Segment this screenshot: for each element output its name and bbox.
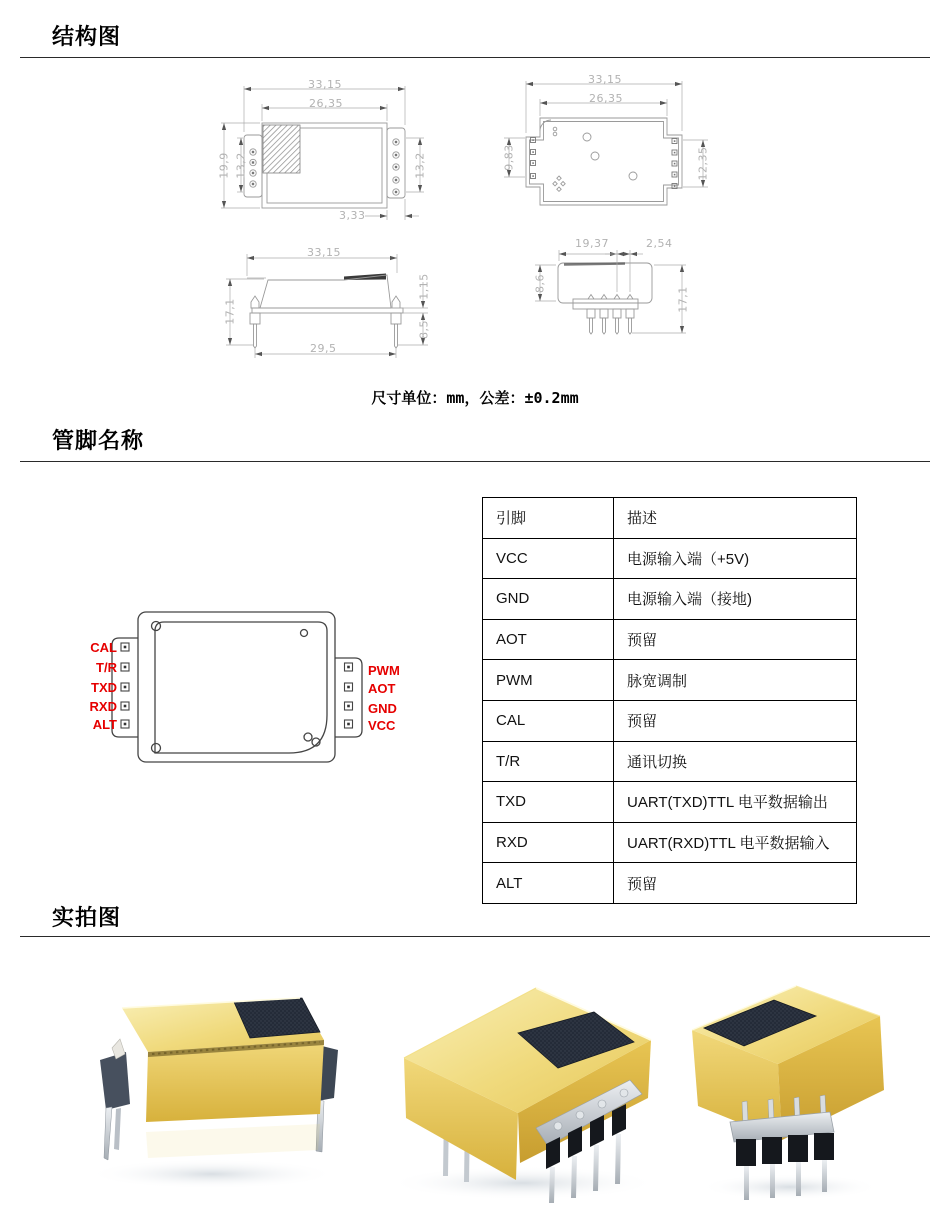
pin-cell: PWM xyxy=(483,660,614,701)
table-row xyxy=(483,660,857,701)
pin-label-cal: CAL xyxy=(90,640,117,655)
pin-table xyxy=(482,497,857,904)
note-unit: mm xyxy=(446,389,465,407)
pcb-outline xyxy=(155,622,327,753)
pin-label-rxd: RXD xyxy=(89,699,117,714)
pin-cell: GND xyxy=(483,579,614,620)
pin-label-aot: AOT xyxy=(368,681,396,696)
pin xyxy=(549,1167,555,1203)
pin-table-body xyxy=(483,498,857,904)
pin xyxy=(615,1134,621,1184)
pin xyxy=(114,1108,121,1150)
pin xyxy=(593,1145,599,1191)
left-pin xyxy=(254,324,257,348)
desc-cell: 电源输入端（接地) xyxy=(614,579,857,620)
table-row xyxy=(483,538,857,579)
dim-label: 17,1 xyxy=(676,286,690,313)
pin-cell: TXD xyxy=(483,782,614,823)
dim-label: 1,15 xyxy=(417,273,431,300)
table-header-desc: 描述 xyxy=(614,498,857,539)
pin xyxy=(104,1107,112,1160)
table-row xyxy=(483,822,857,863)
pin-cell: T/R xyxy=(483,741,614,782)
table-row xyxy=(483,741,857,782)
sensor-mesh-patch xyxy=(234,998,320,1038)
pin-cell: CAL xyxy=(483,700,614,741)
case-outline xyxy=(526,118,682,205)
drawing-front-view xyxy=(210,242,450,367)
side-view-linework xyxy=(525,230,700,350)
section-title-structure: 结构图 xyxy=(52,24,122,49)
dim-label: 19,37 xyxy=(575,237,609,250)
dim-label: 33,15 xyxy=(588,73,622,86)
left-connector-pins xyxy=(121,643,129,728)
dim-label: 17,1 xyxy=(223,298,237,325)
desc-cell: 预留 xyxy=(614,863,857,904)
table-row xyxy=(483,579,857,620)
desc-cell: 电源输入端（+5V) xyxy=(614,538,857,579)
pin-label-vcc: VCC xyxy=(368,718,396,733)
pin-base xyxy=(736,1139,756,1166)
pin xyxy=(796,1162,801,1196)
photo-module-end-view xyxy=(678,972,908,1212)
dim-label: 8,5 xyxy=(417,320,431,339)
pin-label-gnd: GND xyxy=(368,701,397,716)
desc-cell: 预留 xyxy=(614,619,857,660)
pin-tip xyxy=(742,1101,748,1123)
hatch-window xyxy=(263,125,300,173)
pin-cell: RXD xyxy=(483,822,614,863)
case-body xyxy=(260,275,391,308)
section-title-photos: 实拍图 xyxy=(52,905,122,930)
dim-label: 13,2 xyxy=(413,152,427,179)
section-title-pins: 管脚名称 xyxy=(52,428,145,453)
desc-cell: 预留 xyxy=(614,700,857,741)
left-connector-pads xyxy=(531,138,536,179)
desc-cell: UART(RXD)TTL 电平数据输入 xyxy=(614,822,857,863)
case-body xyxy=(558,263,652,303)
pin xyxy=(629,318,632,334)
dim-label: 19,9 xyxy=(217,152,231,179)
table-row xyxy=(483,782,857,823)
pin-tip xyxy=(620,1089,628,1097)
dim-label: 33,15 xyxy=(307,246,341,259)
pin xyxy=(822,1160,827,1192)
pin xyxy=(571,1156,577,1198)
dimension-note xyxy=(0,387,950,408)
photo-module-angle-view xyxy=(368,958,668,1213)
left-pin-header xyxy=(100,1052,130,1110)
desc-cell: 脉宽调制 xyxy=(614,660,857,701)
pin-label-tr: T/R xyxy=(96,660,117,675)
module-angle-illustration xyxy=(368,958,668,1208)
pin-base xyxy=(788,1135,808,1162)
note-text: ，公差： xyxy=(464,390,525,407)
drawing-top-view xyxy=(213,80,433,230)
section-divider xyxy=(20,461,930,462)
pin xyxy=(744,1166,749,1200)
pin-base xyxy=(814,1133,834,1160)
lid-edge xyxy=(564,264,625,265)
pin xyxy=(603,318,606,334)
right-connector-pads xyxy=(672,139,677,189)
dim-label: 2,54 xyxy=(646,237,673,250)
dim-label: 13,2 xyxy=(234,152,248,179)
section-divider xyxy=(20,57,930,58)
dim-label: 26,35 xyxy=(589,92,623,105)
pin-cell: VCC xyxy=(483,538,614,579)
pin xyxy=(590,318,593,334)
table-row xyxy=(483,700,857,741)
module-side-illustration xyxy=(62,982,352,1197)
dim-label: 9,83 xyxy=(502,144,516,171)
table-row xyxy=(483,619,857,660)
pin-label-txd: TXD xyxy=(91,680,117,695)
pinout-diagram xyxy=(75,595,415,780)
pin-cell: ALT xyxy=(483,863,614,904)
flange xyxy=(252,308,403,313)
dim-label: 26,35 xyxy=(309,97,343,110)
drawing-bottom-view xyxy=(495,75,720,225)
right-pin xyxy=(395,324,398,348)
pin-cell: AOT xyxy=(483,619,614,660)
pin xyxy=(616,318,619,334)
dim-label: 29,5 xyxy=(310,342,337,355)
pin-tip xyxy=(598,1100,606,1108)
product-photos xyxy=(0,945,950,1222)
note-tolerance: ±0.2mm xyxy=(524,389,579,407)
right-connector-pins xyxy=(345,663,353,728)
desc-cell: 通讯切换 xyxy=(614,741,857,782)
reflection xyxy=(146,1124,320,1158)
pin-label-alt: ALT xyxy=(92,717,117,732)
section-divider xyxy=(20,936,930,937)
pinout-linework xyxy=(75,595,415,780)
dim-label: 3,33 xyxy=(339,209,366,222)
module-end-illustration xyxy=(678,972,908,1207)
pin-tip xyxy=(576,1111,584,1119)
desc-cell: UART(TXD)TTL 电平数据输出 xyxy=(614,782,857,823)
pin-label-pwm: PWM xyxy=(368,663,400,678)
table-row xyxy=(483,863,857,904)
photo-module-side-view xyxy=(62,982,352,1202)
pin-tip xyxy=(554,1122,562,1130)
note-text: 尺寸单位： xyxy=(371,390,447,407)
dim-label: 12,35 xyxy=(696,146,710,181)
pin-base xyxy=(762,1137,782,1164)
dim-label: 33,15 xyxy=(308,78,342,91)
dim-label: 8,6 xyxy=(533,274,547,293)
drawing-side-view xyxy=(525,230,700,350)
table-header-row xyxy=(483,498,857,539)
pin xyxy=(770,1164,775,1198)
table-header-pin: 引脚 xyxy=(483,498,614,539)
